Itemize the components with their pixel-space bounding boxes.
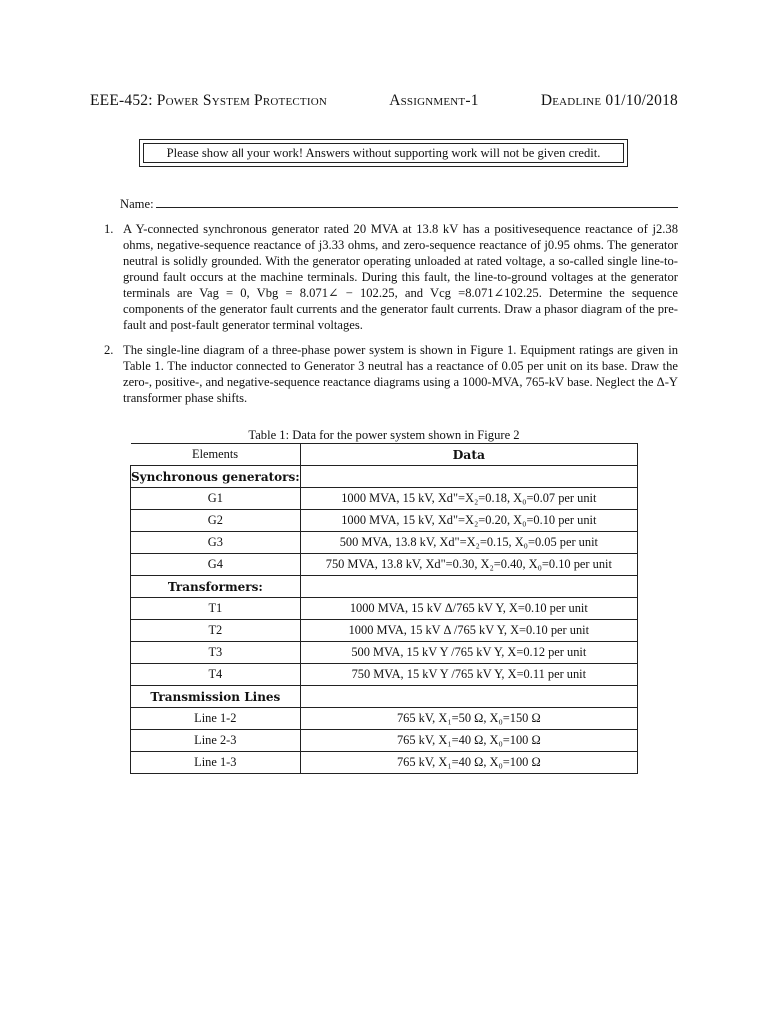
problem-item xyxy=(104,342,678,406)
element-cell: G4 xyxy=(131,554,301,576)
name-blank-line xyxy=(156,195,678,208)
table-row xyxy=(131,664,638,686)
section-title: Transformers: xyxy=(131,576,301,598)
course-title: EEE-452: Power System Protection xyxy=(90,92,327,109)
data-cell: 765 kV, X₁=50 Ω, X₀=150 Ω xyxy=(300,708,637,730)
section-data-cell xyxy=(300,466,637,488)
table-row xyxy=(131,708,638,730)
data-cell: 500 MVA, 13.8 kV, Xd"=X₂=0.15, X₀=0.05 per unit xyxy=(300,532,637,554)
table-row xyxy=(131,752,638,774)
problem-list xyxy=(104,221,678,406)
data-cell: 1000 MVA, 15 kV, Xd"=X₂=0.18, X₀=0.07 per unit xyxy=(300,488,637,510)
section-data-cell xyxy=(300,576,637,598)
notice-after: your work! Answers without supporting work will not be given credit. xyxy=(243,146,601,160)
problem-item xyxy=(104,221,678,333)
table-row xyxy=(131,598,638,620)
notice-before: Please show xyxy=(166,146,232,160)
table-header-row xyxy=(131,444,638,466)
table-row xyxy=(131,532,638,554)
element-cell: T4 xyxy=(131,664,301,686)
assignment-label: Assignment-1 xyxy=(389,92,479,109)
notice-text xyxy=(143,143,624,163)
problem-text: The single-line diagram of a three-phase power system is shown in Figure 1. Equipment ratings are given in Table 1. The inductor connected to Generator 3 neutral has a reactance of 0.05 per unit on its base. Draw the zero-, positive-, and negative-sequence reactance diagrams using a 1000-MVA, 765-kV base. Neglect the Δ-Y transformer phase shifts. xyxy=(123,343,678,405)
table-caption: Table 1: Data for the power system shown in Figure 2 xyxy=(248,428,520,442)
data-cell: 1000 MVA, 15 kV, Xd"=X₂=0.20, X₀=0.10 per unit xyxy=(300,510,637,532)
notice-emphasis: all xyxy=(231,146,244,160)
name-field-row xyxy=(120,195,678,212)
problem-number: 2. xyxy=(104,343,114,357)
element-cell: T2 xyxy=(131,620,301,642)
data-cell: 500 MVA, 15 kV Y /765 kV Y, X=0.12 per unit xyxy=(300,642,637,664)
element-cell: Line 1-2 xyxy=(131,708,301,730)
data-cell: 750 MVA, 15 kV Y /765 kV Y, X=0.11 per unit xyxy=(300,664,637,686)
column-header-data: Data xyxy=(300,444,637,466)
deadline-label: Deadline 01/10/2018 xyxy=(540,92,678,109)
data-cell: 765 kV, X₁=40 Ω, X₀=100 Ω xyxy=(300,730,637,752)
element-cell: T1 xyxy=(131,598,301,620)
problem-number: 1. xyxy=(104,222,114,236)
element-cell: G3 xyxy=(131,532,301,554)
section-title: Synchronous generators: xyxy=(131,466,301,488)
section-row xyxy=(131,576,638,598)
table-row xyxy=(131,642,638,664)
section-title: Transmission Lines xyxy=(131,686,301,708)
data-cell: 750 MVA, 13.8 kV, Xd"=0.30, X₂=0.40, X₀=0.10 per unit xyxy=(300,554,637,576)
table-row xyxy=(131,554,638,576)
section-row xyxy=(131,466,638,488)
column-header-elements: Elements xyxy=(131,444,301,466)
table-row xyxy=(131,730,638,752)
element-cell: T3 xyxy=(131,642,301,664)
table-row xyxy=(131,620,638,642)
section-data-cell xyxy=(300,686,637,708)
section-row xyxy=(131,686,638,708)
data-cell: 1000 MVA, 15 kV Δ/765 kV Y, X=0.10 per unit xyxy=(300,598,637,620)
table-row xyxy=(131,510,638,532)
notice-box xyxy=(139,139,628,167)
page-header xyxy=(90,92,678,110)
element-cell: Line 1-3 xyxy=(131,752,301,774)
problem-text: A Y-connected synchronous generator rated 20 MVA at 13.8 kV has a positivesequence reactance of j2.38 ohms, negative-sequence reactance of j3.33 ohms, and zero-sequence reactance of j0.95 ohms. The generator neutral is solidly grounded. With the generator operating unloaded at rated voltage, a so-called single line-to-ground fault occurs at the machine terminals. During this fault, the line-to-ground voltages at the generator terminals are Vag = 0, Vbg = 8.071∠ − 102.25, and Vcg =8.071∠102.25. Determine the sequence components of the generator fault currents and the generator fault currents. Draw a phasor diagram of the pre-fault and post-fault generator terminal voltages. xyxy=(123,222,678,332)
element-cell: G1 xyxy=(131,488,301,510)
element-cell: G2 xyxy=(131,510,301,532)
name-label: Name: xyxy=(120,197,154,211)
data-cell: 1000 MVA, 15 kV Δ /765 kV Y, X=0.10 per unit xyxy=(300,620,637,642)
table-row xyxy=(131,488,638,510)
data-cell: 765 kV, X₁=40 Ω, X₀=100 Ω xyxy=(300,752,637,774)
element-cell: Line 2-3 xyxy=(131,730,301,752)
equipment-data-table xyxy=(130,443,638,774)
